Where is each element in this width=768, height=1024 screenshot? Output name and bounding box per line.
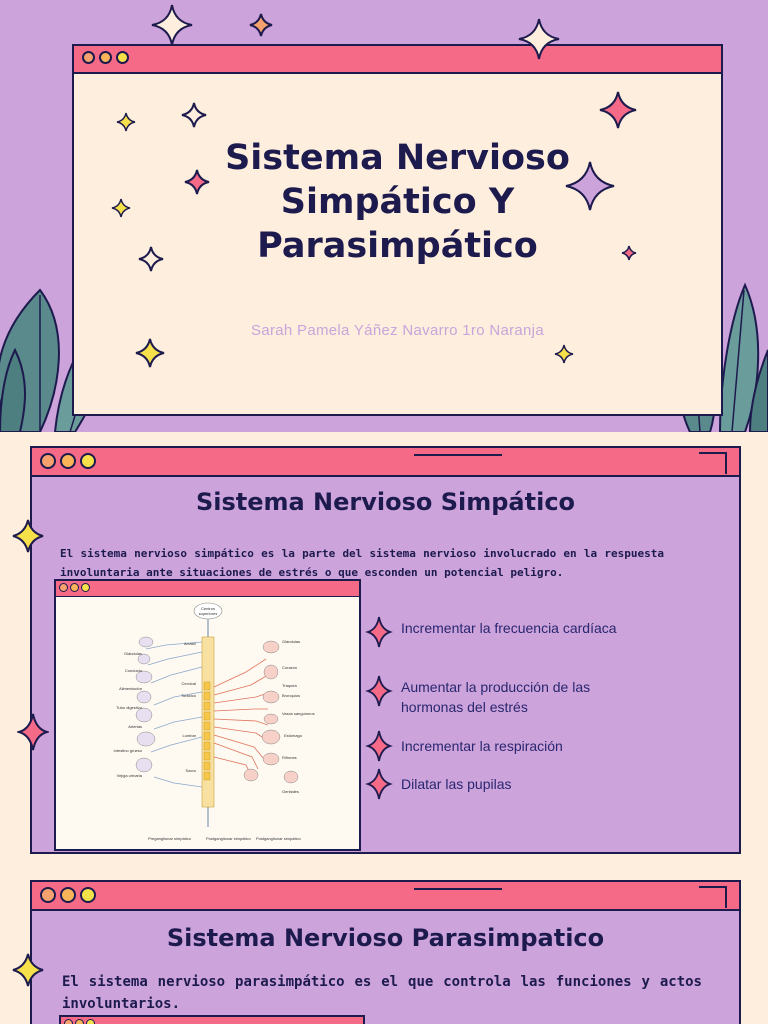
simpatico-title: Sistema Nervioso Simpático: [195, 488, 576, 516]
window-titlebar: [32, 448, 739, 477]
window-titlebar: [32, 882, 739, 911]
sparkle-icon: [11, 952, 45, 988]
window-dot-orange: [59, 583, 68, 592]
diagram-label: Sacro: [185, 768, 196, 773]
bullet-item: [365, 774, 625, 802]
diagram-label: Vejiga urinaria: [116, 773, 142, 778]
sympathetic-nervous-system-diagram: [56, 597, 359, 849]
bullet-item: [365, 677, 625, 717]
window-dot-yellow: [116, 51, 129, 64]
diagram-label: Corazón: [282, 665, 298, 670]
bullet-sparkle-icon: [365, 766, 393, 802]
diagram-window: [54, 579, 361, 851]
sparkle-icon: [554, 344, 574, 364]
simpatico-window: [30, 446, 741, 854]
diagram-titlebar: [61, 1017, 363, 1024]
diagram-label: Arrastr: [184, 641, 196, 646]
main-title-line-3: Parasimpático: [257, 226, 538, 266]
titlebar-corner: [699, 886, 727, 908]
window-dot-yellow: [86, 1019, 95, 1024]
window-dot-yellow: [80, 887, 96, 903]
window-dot-yellow: [81, 583, 90, 592]
diagram-label: Arterias: [128, 724, 142, 729]
diagram-legend: [148, 836, 301, 841]
author-subtitle: Sarah Pamela Yáñez Navarro 1ro Naranja: [251, 322, 544, 339]
parasimpatico-description: El sistema nervioso parasimpático es el que controla las funciones y actos involuntarios.: [62, 974, 702, 1012]
bullet-sparkle-icon: [365, 728, 393, 764]
main-title-line-1: Sistema Nervioso: [225, 138, 570, 178]
window-dot-orange: [40, 887, 56, 903]
diagram-label: Tubo digestivo: [116, 705, 142, 710]
bullet-text: Dilatar las pupilas: [401, 776, 512, 792]
diagram-label: Alimentación: [119, 686, 142, 691]
legend-item: Postganglionar simpático: [206, 836, 251, 841]
bullet-item: [365, 618, 625, 650]
diagram-label: Genitales: [282, 789, 299, 794]
window-dot-orange: [40, 453, 56, 469]
diagram-label: Estómago: [284, 733, 303, 738]
diagram-label: Vasos sanguíneos: [282, 711, 315, 716]
window-titlebar: [74, 46, 721, 74]
bullet-text: Incrementar la frecuencia cardíaca: [401, 620, 617, 636]
sparkle-icon: [620, 244, 638, 262]
diagram-label: Cervical: [181, 681, 196, 686]
legend-item: Preganglionar simpático: [148, 836, 191, 841]
sparkle-icon: [137, 245, 165, 273]
diagram-top-label-1: Centros: [200, 606, 216, 611]
diagram-label: Torácico: [181, 693, 196, 698]
diagram-label: Glándulas: [282, 639, 301, 644]
diagram-top-label-2: superiores: [198, 611, 218, 616]
sparkle-icon: [248, 12, 274, 38]
sparkle-icon: [134, 337, 166, 369]
diagram-label: Conducto: [124, 668, 142, 673]
bullet-item: [365, 736, 625, 764]
parasimpatico-title: Sistema Nervioso Parasimpatico: [166, 924, 605, 952]
sparkle-icon: [11, 518, 45, 554]
diagram-window: [59, 1015, 365, 1024]
window-dot-orange: [64, 1019, 73, 1024]
titlebar-corner: [699, 452, 727, 474]
sparkle-icon: [150, 3, 194, 47]
window-dot-amber: [70, 583, 79, 592]
bullet-sparkle-icon: [365, 673, 393, 709]
window-dot-amber: [99, 51, 112, 64]
bullet-sparkle-icon: [365, 614, 393, 650]
diagram-label: Lumbar: [182, 733, 196, 738]
sparkle-icon: [183, 168, 211, 196]
sparkle-icon: [598, 90, 638, 130]
slide-title: [0, 0, 768, 432]
slide-parasimpatico: [0, 866, 768, 1024]
bullet-text: Incrementar la respiración: [401, 738, 563, 754]
window-dot-amber: [75, 1019, 84, 1024]
window-dot-amber: [60, 887, 76, 903]
window-dot-amber: [60, 453, 76, 469]
parasimpatico-window: [30, 880, 741, 1024]
diagram-label: Bronquios: [282, 693, 301, 698]
sparkle-icon: [180, 101, 208, 129]
simpatico-description: El sistema nervioso simpático es la parte del sistema nervioso involucrado en la respuesta involuntaria ante situaciones de estrés o que esconden un potencial peligro.: [60, 547, 664, 579]
sparkle-icon: [17, 712, 49, 752]
diagram-titlebar: [56, 581, 359, 598]
titlebar-line: [414, 454, 502, 456]
sparkle-icon: [111, 198, 131, 218]
titlebar-line: [414, 888, 502, 890]
window-dot-yellow: [80, 453, 96, 469]
window-dot-orange: [82, 51, 95, 64]
slide-simpatico: [0, 432, 768, 866]
bullet-text: Aumentar la producción de las hormonas del estrés: [401, 679, 591, 715]
sparkle-icon: [116, 112, 136, 132]
diagram-label: Intestino grueso: [113, 748, 142, 753]
main-title-line-2: Simpático Y: [280, 182, 515, 222]
sparkle-icon: [564, 160, 616, 212]
diagram-label: Riñones: [282, 755, 297, 760]
sparkle-icon: [517, 17, 561, 61]
diagram-label: Glándulas: [123, 651, 142, 656]
diagram-label: Tráquea: [282, 683, 297, 688]
legend-item: Postganglionar simpático: [256, 836, 301, 841]
